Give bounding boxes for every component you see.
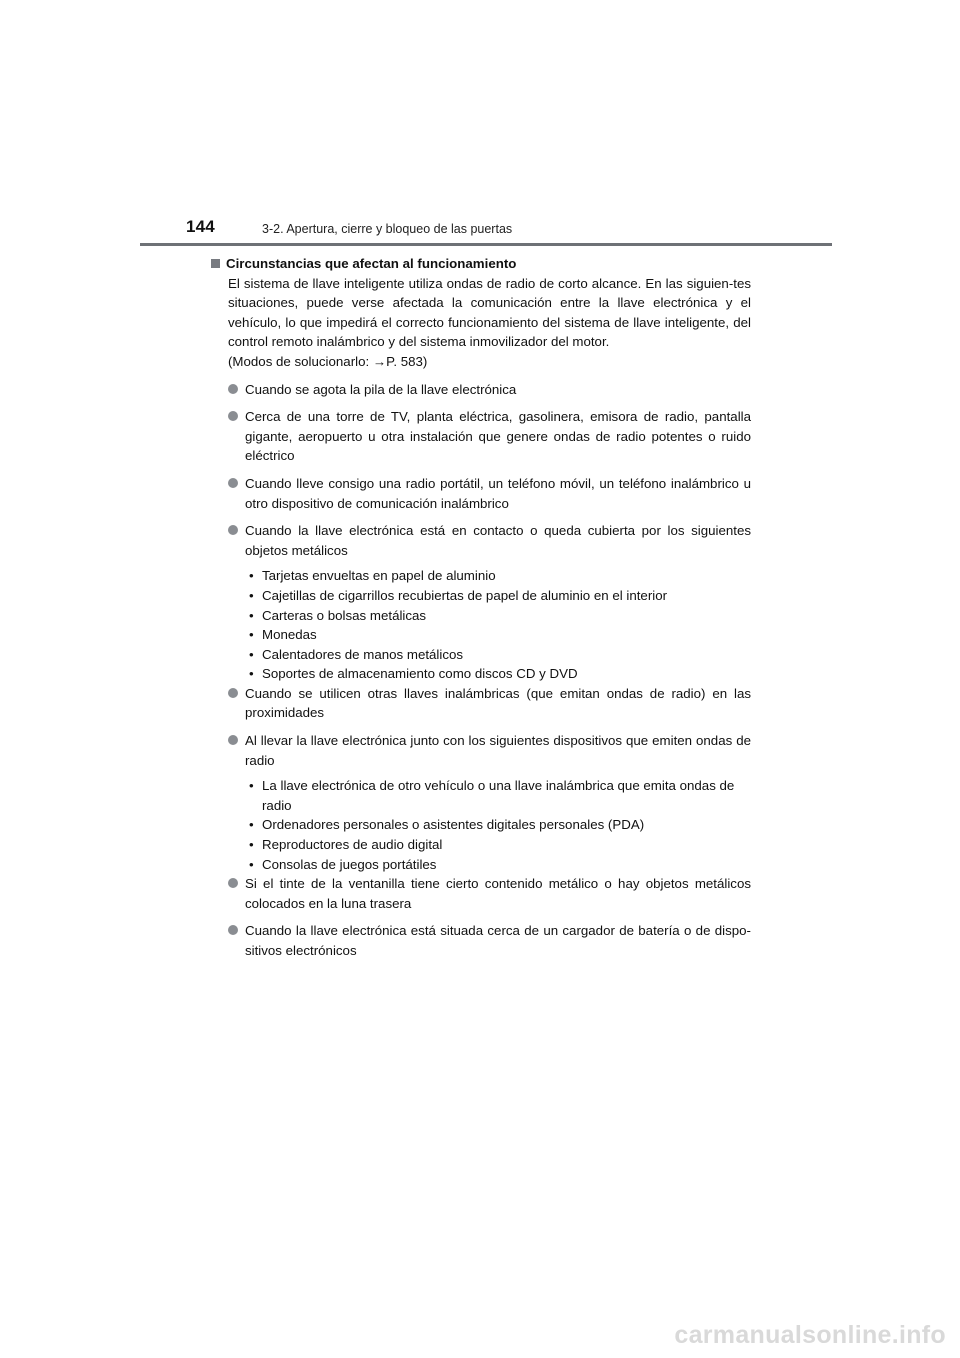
list-item — [228, 407, 751, 466]
list-item-text: Cuando la llave electrónica está en contacto o queda cubierta por los siguientes objetos metálicos — [245, 523, 751, 558]
list-item-text: Cuando lleve consigo una radio portátil, un teléfono móvil, un teléfono inalámbrico u otro dispositivo de comunicación inalámbrico — [245, 475, 751, 511]
list-item — [228, 521, 751, 560]
list-item-text: Cuando se agota la pila de la llave electrónica — [245, 381, 517, 397]
list-item-text: Cuando se utilicen otras llaves inalámbricas (que emitan ondas de radio) en las proximidades — [245, 685, 751, 721]
round-bullet-icon — [228, 478, 238, 488]
sub-list-item: • Ordenadores personales o asistentes digitales personales (PDA) — [249, 817, 645, 833]
round-bullet-icon — [228, 525, 238, 535]
section-heading — [211, 254, 751, 274]
list-item — [228, 474, 751, 513]
sub-list-item: • Soportes de almacenamiento como discos CD y DVD — [249, 666, 578, 682]
sub-list-item: • Tarjetas envueltas en papel de aluminio — [249, 568, 496, 584]
list-item — [228, 921, 751, 960]
list-item-text: Al llevar la llave electrónica junto con los siguientes dispositivos que emiten ondas de radio — [245, 733, 751, 768]
sub-list-item: • Calentadores de manos metálicos — [249, 646, 464, 662]
sub-list-item: • Cajetillas de cigarrillos recubiertas de papel de aluminio en el interior — [249, 587, 668, 603]
intro-paragraph: El sistema de llave inteligente utiliza ondas de radio de corto alcance. En las siguien-tes situaciones, puede verse afectada la comunicación entre la llave electrónica y el vehículo, lo que impedirá el correcto funcionamiento del sistema de llave inteligente, del control remoto inalámbrico y del sistema inmovilizador del motor. — [228, 275, 751, 350]
sub-list-item: • La llave electrónica de otro vehículo o una llave inalámbrica que emita ondas de radio — [249, 778, 735, 813]
list-item-text: Si el tinte de la ventanilla tiene cierto contenido metálico o hay objetos metálicos colocados en la luna trasera — [245, 876, 751, 911]
list-item — [228, 731, 751, 770]
list-item — [228, 684, 751, 723]
sub-list-item: • Consolas de juegos portátiles — [249, 856, 437, 872]
round-bullet-icon — [228, 878, 238, 888]
list-item-text: Cuando la llave electrónica está situada cerca de un cargador de batería o de dispo-sitivos electrónicos — [245, 923, 751, 958]
square-bullet-icon — [211, 259, 220, 268]
section-title: 3-2. Apertura, cierre y bloqueo de las puertas — [262, 222, 513, 236]
round-bullet-icon — [228, 688, 238, 698]
list-item — [228, 874, 751, 913]
solution-reference: (Modos de solucionarlo: →P. 583) — [228, 353, 428, 369]
round-bullet-icon — [228, 384, 238, 394]
page-content — [211, 254, 751, 961]
sub-list-item: • Reproductores de audio digital — [249, 837, 443, 853]
sub-list-item: • Carteras o bolsas metálicas — [249, 607, 427, 623]
list-item-text: Cerca de una torre de TV, planta eléctrica, gasolinera, emisora de radio, pantalla gigante, aeropuerto u otra instalación que genere ondas de radio potentes o ruido eléctrico — [245, 409, 751, 464]
list-item — [228, 380, 751, 400]
section-heading-text: Circunstancias que afectan al funcionamiento — [226, 256, 517, 271]
round-bullet-icon — [228, 925, 238, 935]
sub-list-item: • Monedas — [249, 627, 317, 643]
round-bullet-icon — [228, 735, 238, 745]
round-bullet-icon — [228, 411, 238, 421]
page-number: 144 — [186, 217, 215, 236]
metal-objects-list — [245, 566, 751, 684]
header-divider — [140, 243, 832, 246]
watermark-brand: carmanualsonline.info — [674, 1321, 946, 1349]
radio-devices-list — [245, 776, 751, 874]
